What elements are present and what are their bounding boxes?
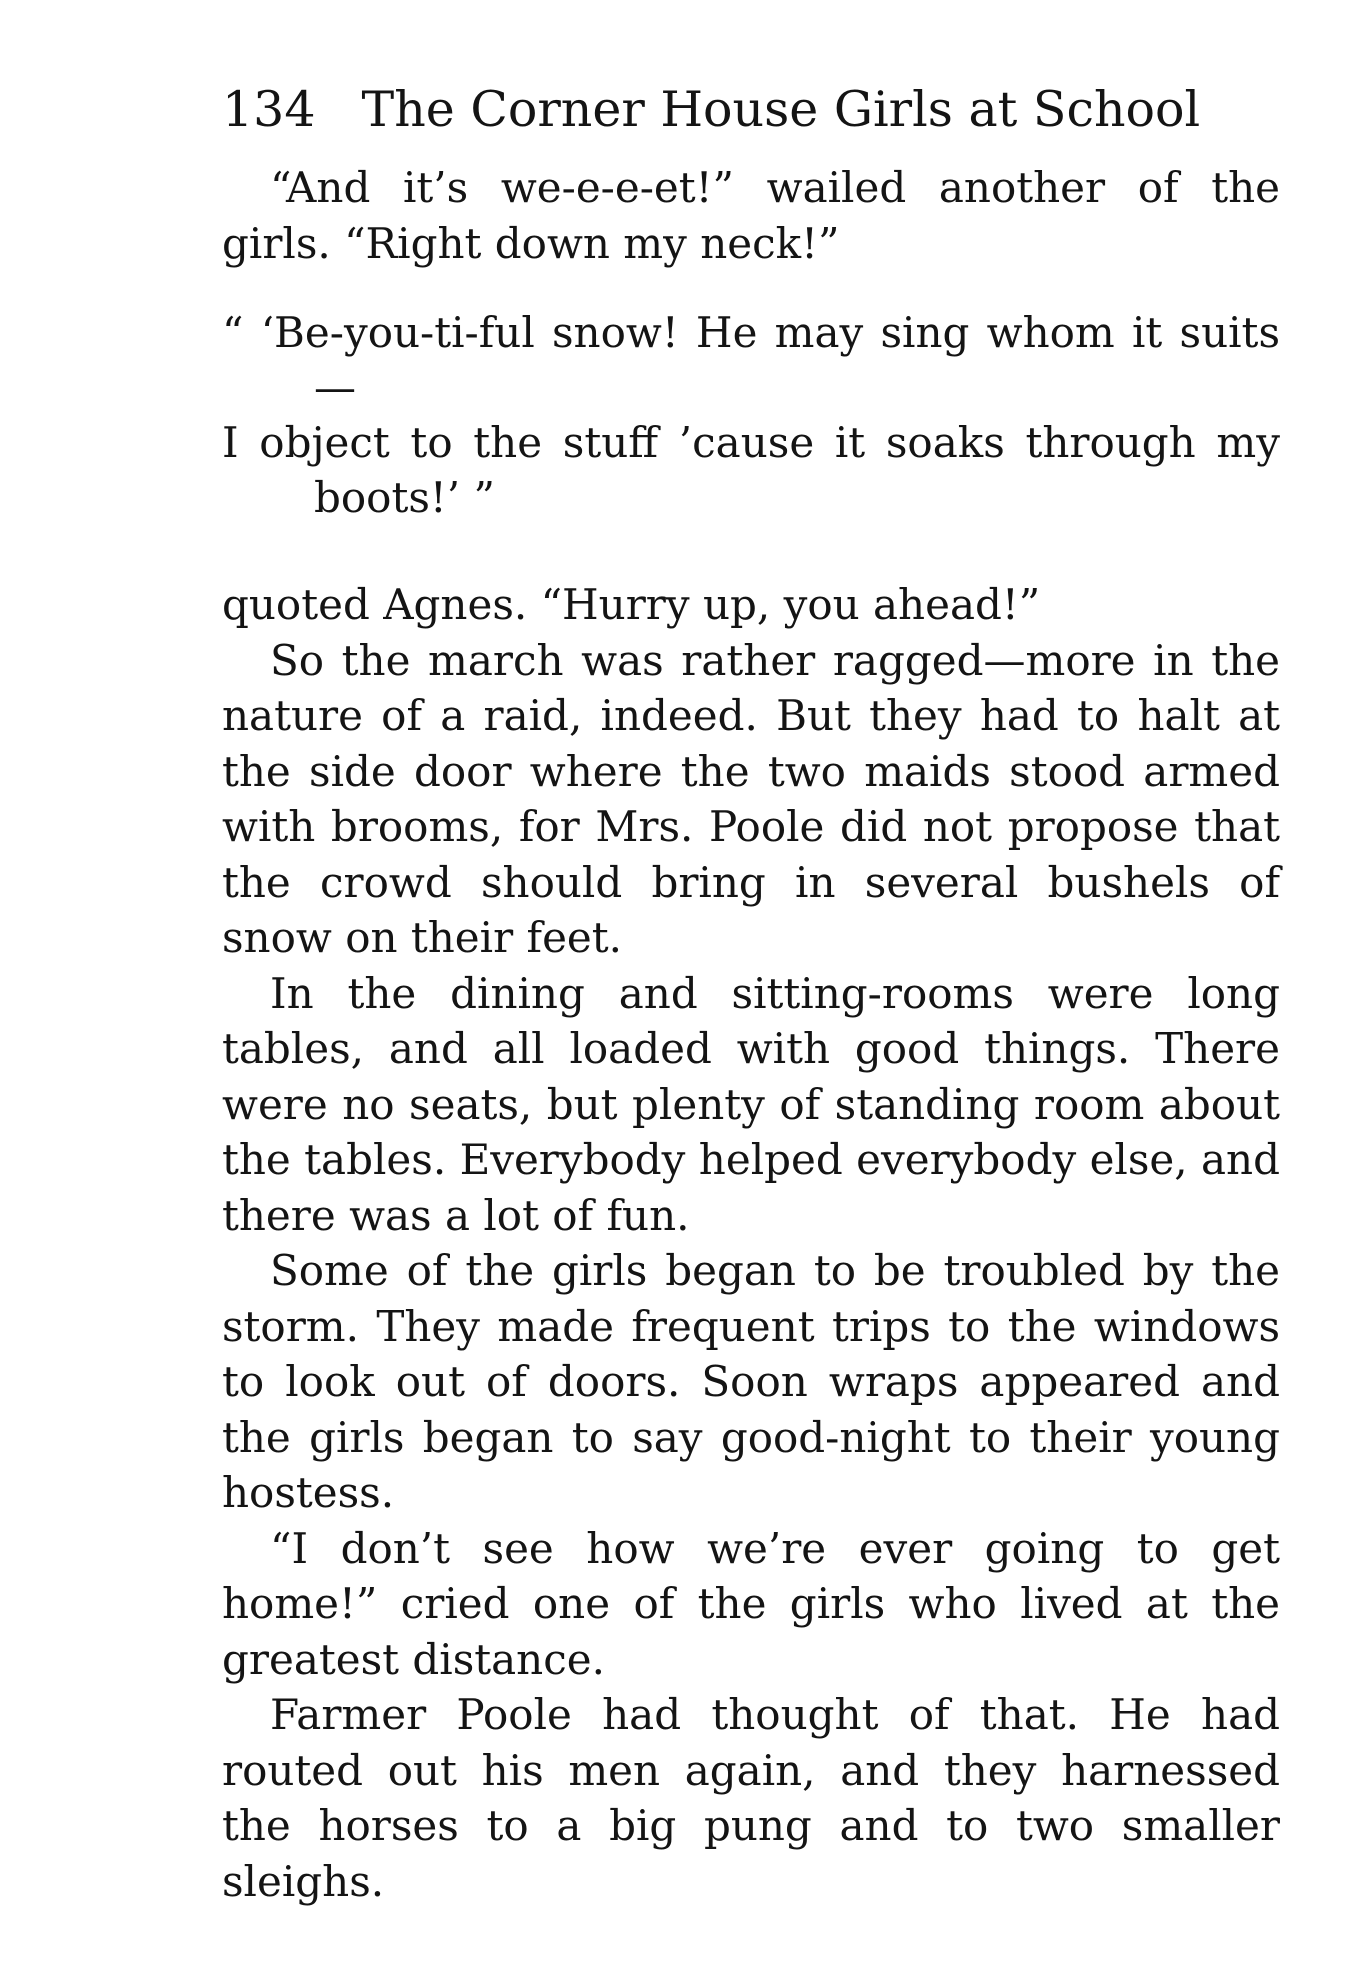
page-number: 134 [222, 81, 316, 138]
running-header [222, 74, 1280, 146]
paragraph-quoted-agnes: quoted Agnes. “Hurry up, you ahead!” [222, 580, 1041, 629]
paragraph-storm: Some of the girls began to be troubled by the storm. They made frequent trips to the windows to look out of doors. Soon wraps appeared and the girls began to say good-night to their young hostess. [222, 1246, 1280, 1517]
paragraph-wailed: “And it’s we-e-e-et!” wailed another of the girls. “Right down my neck!” [222, 163, 1280, 268]
paragraph-march: So the march was rather ragged—more in the nature of a raid, indeed. But they had to halt at the side door where the two maids stood armed with brooms, for Mrs. Poole did not propose that the crowd should bring in several bushels of snow on their feet. [222, 635, 1280, 962]
verse-quotation [222, 305, 1280, 525]
verse-line-2: I object to the stuff ’cause it soaks through my boots!’ ” [222, 418, 1280, 522]
paragraph-home: “I don’t see how we’re ever going to get home!” cried one of the girls who lived at the greatest distance. [222, 1523, 1280, 1684]
paragraph-farmer-poole: Farmer Poole had thought of that. He had routed out his men again, and they harnessed the horses to a big pung and to two smaller sleighs. [222, 1690, 1280, 1906]
book-page [222, 74, 1280, 1909]
verse-line-1: “ ‘Be-you-ti-ful snow! He may sing whom it suits— [222, 308, 1280, 412]
running-title: The Corner House Girls at School [361, 81, 1201, 138]
paragraph-dining: In the dining and sitting-rooms were long tables, and all loaded with good things. There were no seats, but plenty of standing room about the tables. Everybody helped everybody else, and there was a lot of fun. [222, 968, 1280, 1240]
